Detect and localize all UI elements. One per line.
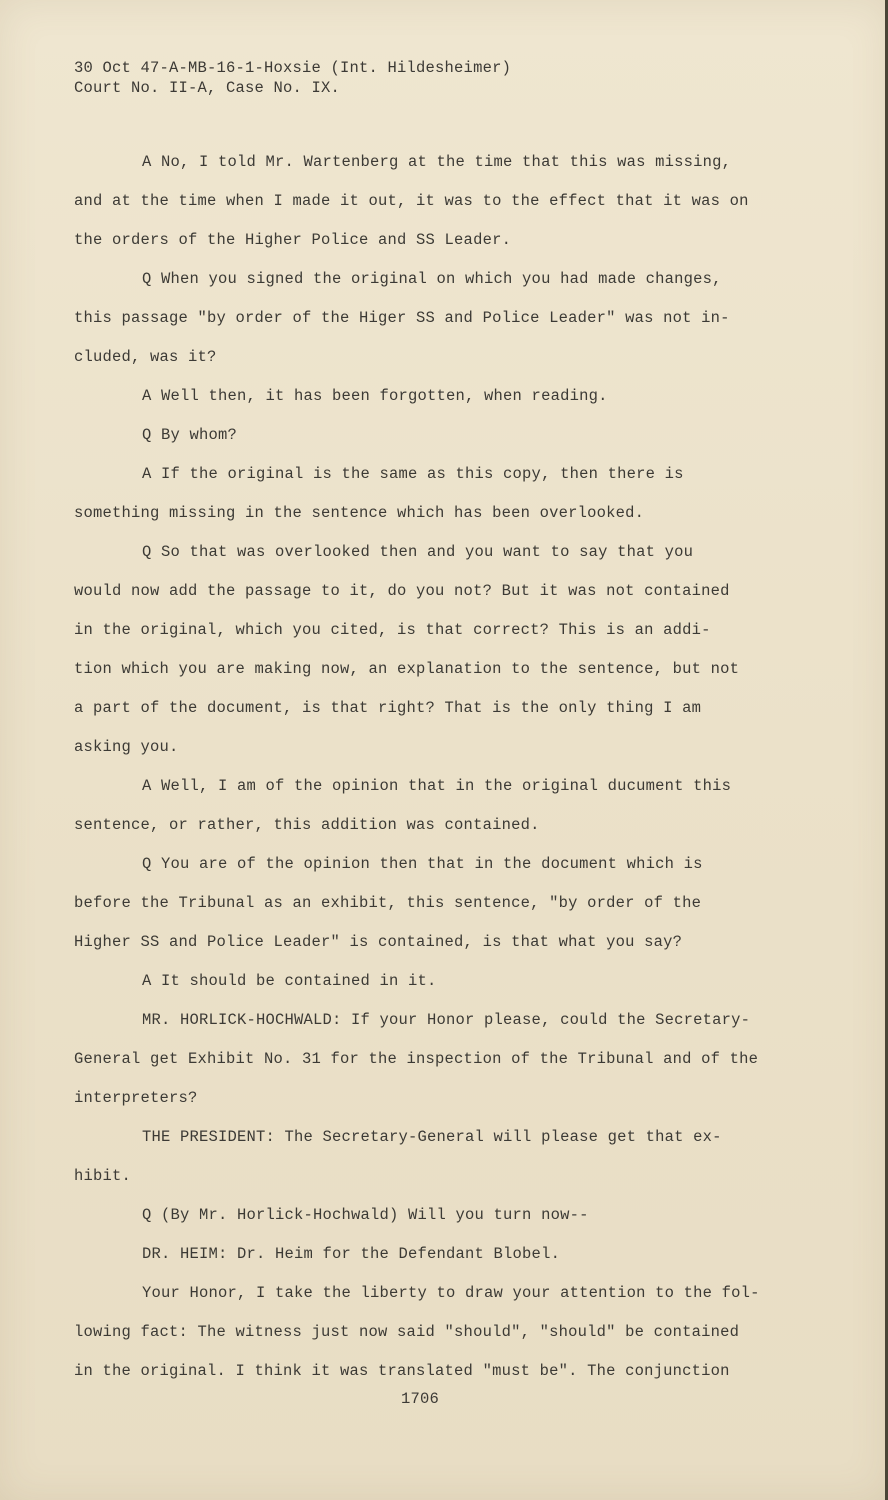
transcript-line: A If the original is the same as this copy, then there is xyxy=(142,465,684,483)
transcript-line: MR. HORLICK-HOCHWALD: If your Honor please, could the Secretary- xyxy=(142,1011,751,1029)
transcript-line: Q (By Mr. Horlick-Hochwald) Will you turn now-- xyxy=(142,1206,589,1224)
transcript-line: A No, I told Mr. Wartenberg at the time that this was missing, xyxy=(142,153,732,171)
transcript-line: hibit. xyxy=(74,1167,132,1185)
transcript-line: Higher SS and Police Leader" is contained, is that what you say? xyxy=(74,933,683,951)
transcript-line: before the Tribunal as an exhibit, this sentence, "by order of the xyxy=(74,894,702,912)
transcript-line: tion which you are making now, an explanation to the sentence, but not xyxy=(74,660,740,678)
transcript-line: Q When you signed the original on which you had made changes, xyxy=(142,270,722,288)
transcript-line: this passage "by order of the Higer SS and Police Leader" was not in- xyxy=(74,309,730,327)
transcript-line: A It should be contained in it. xyxy=(142,972,437,990)
transcript-line: A Well, I am of the opinion that in the original ducument this xyxy=(142,777,732,795)
transcript-line: Q So that was overlooked then and you want to say that you xyxy=(142,543,694,561)
transcript-line: in the original. I think it was translated "must be". The conjunction xyxy=(74,1362,730,1380)
transcript-line: General get Exhibit No. 31 for the inspection of the Tribunal and of the xyxy=(74,1050,759,1068)
transcript-line: something missing in the sentence which has been overlooked. xyxy=(74,504,645,522)
transcript-line: cluded, was it? xyxy=(74,348,217,366)
transcript-line: A Well then, it has been forgotten, when reading. xyxy=(142,387,608,405)
transcript-line: interpreters? xyxy=(74,1089,198,1107)
transcript-line: would now add the passage to it, do you not? But it was not contained xyxy=(74,582,730,600)
transcript-line: the orders of the Higher Police and SS Leader. xyxy=(74,231,512,249)
transcript-line: Q You are of the opinion then that in the document which is xyxy=(142,855,703,873)
transcript-line: THE PRESIDENT: The Secretary-General will please get that ex- xyxy=(142,1128,722,1146)
document-header xyxy=(74,58,511,98)
transcript-line: in the original, which you cited, is that correct? This is an addi- xyxy=(74,621,711,639)
page-number: 1706 xyxy=(400,1390,439,1408)
transcript-body xyxy=(74,152,774,1400)
transcript-line: asking you. xyxy=(74,738,179,756)
transcript-line: Your Honor, I take the liberty to draw your attention to the fol- xyxy=(142,1284,760,1302)
transcript-line: sentence, or rather, this addition was contained. xyxy=(74,816,540,834)
transcript-line: Q By whom? xyxy=(142,426,238,444)
transcript-line: a part of the document, is that right? That is the only thing I am xyxy=(74,699,702,717)
header-line-1: 30 Oct 47-A-MB-16-1-Hoxsie (Int. Hildesheimer) xyxy=(74,59,512,77)
header-line-2: Court No. II-A, Case No. IX. xyxy=(74,79,341,97)
transcript-line: and at the time when I made it out, it was to the effect that it was on xyxy=(74,192,749,210)
transcript-line: DR. HEIM: Dr. Heim for the Defendant Blobel. xyxy=(142,1245,561,1263)
transcript-line: lowing fact: The witness just now said "should", "should" be contained xyxy=(74,1323,740,1341)
